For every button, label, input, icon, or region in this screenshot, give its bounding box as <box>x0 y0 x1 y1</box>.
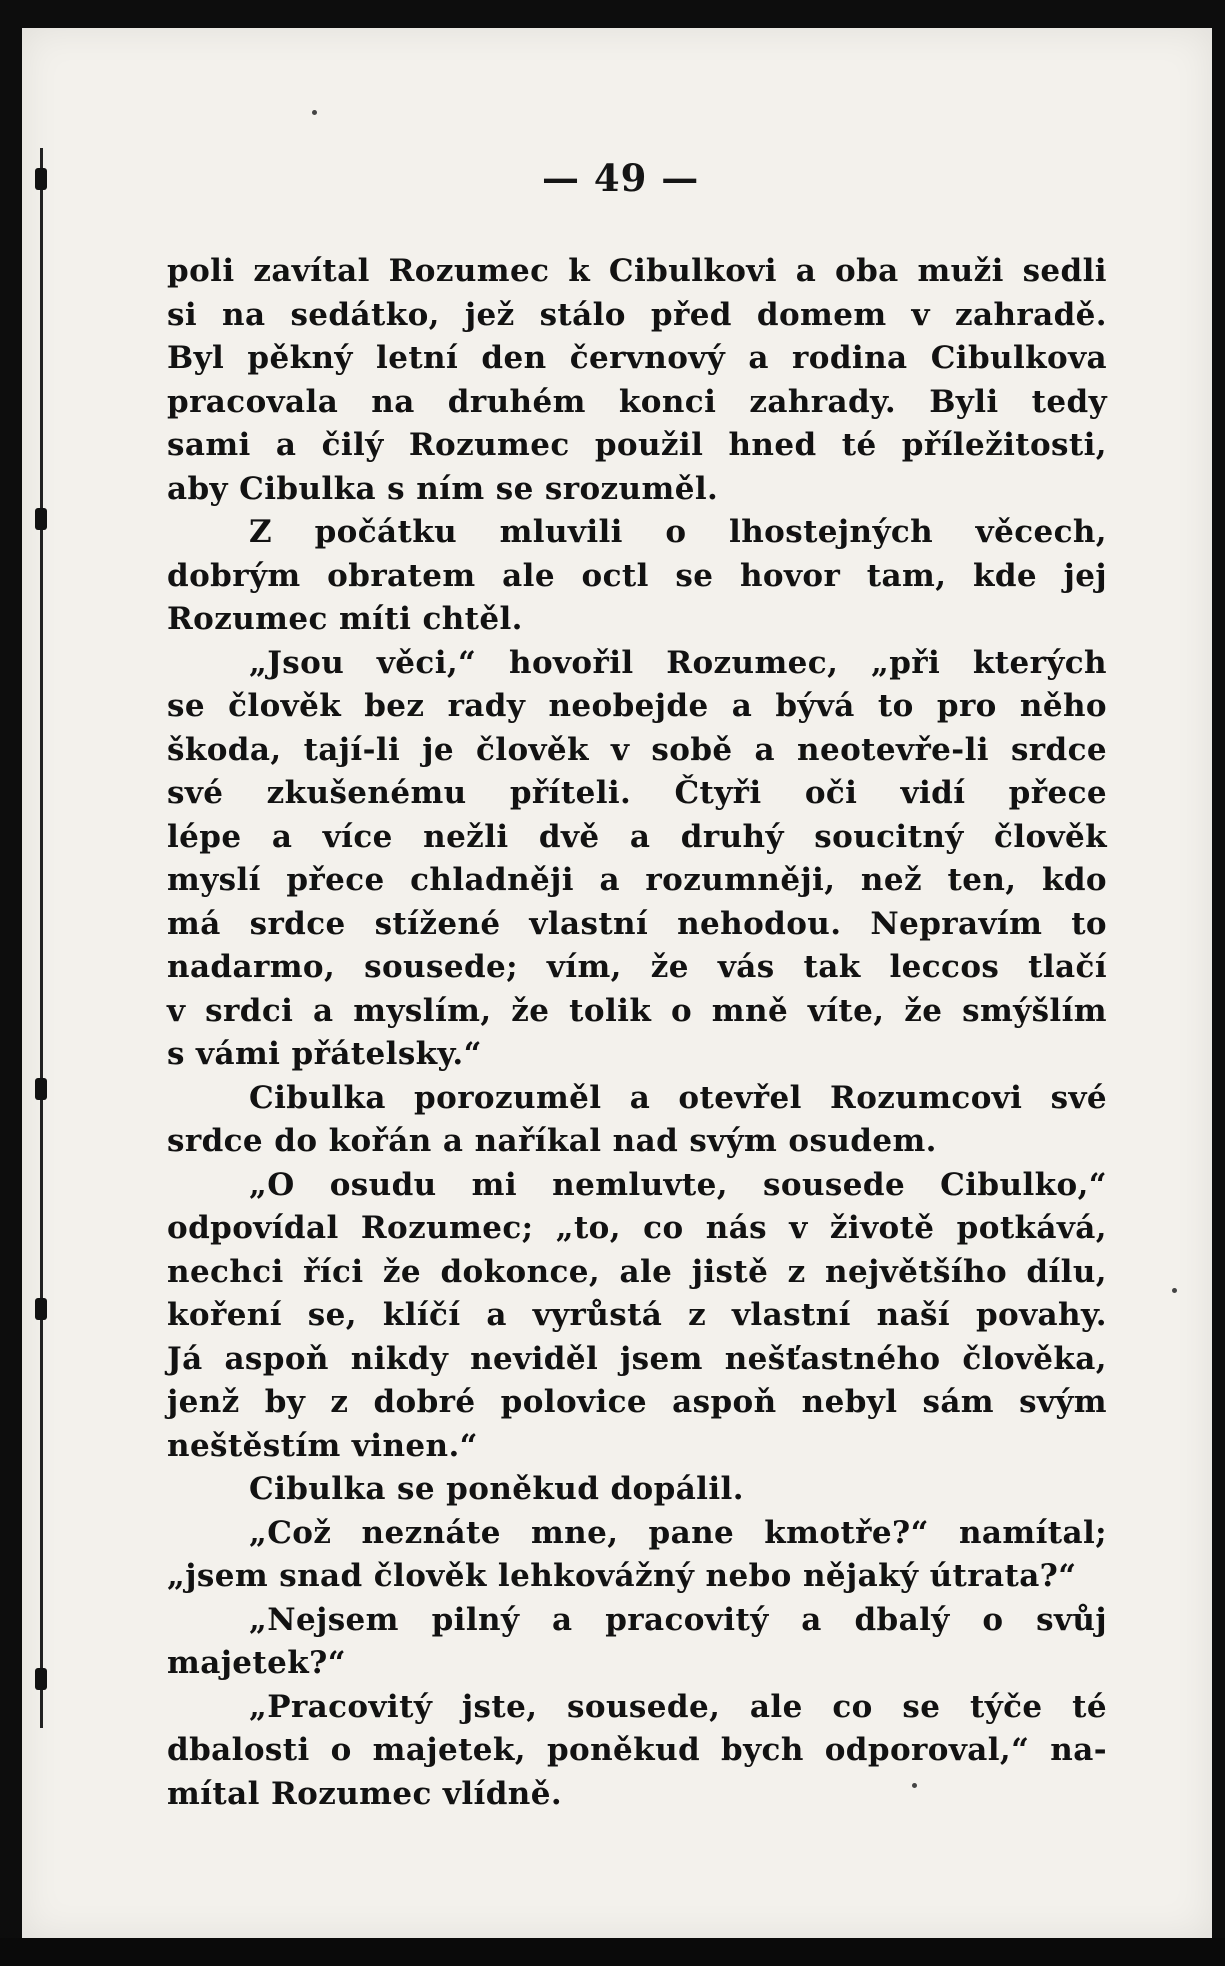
page-number: — 49 — <box>542 156 700 200</box>
speck <box>312 110 317 115</box>
text-line: „Nejsem pilný a pracovitý a dbalý o svůj <box>249 1601 1107 1638</box>
text-line: Byl pěkný letní den červnový a rodina Cibulkova <box>167 340 1107 376</box>
binding-mark <box>35 508 47 530</box>
book-page <box>22 28 1212 1938</box>
text-line: aby Cibulka s ním se srozuměl. <box>167 470 719 507</box>
page-binding-edge <box>40 148 53 1728</box>
speck <box>1172 1288 1177 1293</box>
text-line: dobrým obratem ale octl se hovor tam, kde jej <box>167 557 1107 594</box>
binding-mark <box>35 1668 47 1690</box>
text-line: Já aspoň nikdy neviděl jsem nešťastného člověka, <box>167 1340 1107 1377</box>
text-line: myslí přece chladněji a rozumněji, než ten, kdo <box>167 862 1107 898</box>
text-line: škoda, tají-li je člověk v sobě a neotevře-li srdce <box>167 731 1107 768</box>
text-line: má srdce stížené vlastní nehodou. Nepravím to <box>167 905 1107 942</box>
binding-mark <box>35 168 47 190</box>
binding-mark <box>35 1298 47 1320</box>
binding-mark <box>35 1078 47 1100</box>
text-line: neštěstím vinen.“ <box>167 1427 478 1464</box>
text-line: své zkušenému příteli. Čtyři oči vidí přece <box>167 775 1107 811</box>
text-line: jenž by z dobré polovice aspoň nebyl sám svým <box>167 1384 1107 1420</box>
text-line: majetek?“ <box>167 1645 346 1681</box>
text-line: Rozumec míti chtěl. <box>167 601 523 637</box>
text-line: Cibulka porozuměl a otevřel Rozumcovi své <box>249 1079 1107 1116</box>
text-line: si na sedátko, jež stálo před domem v zahradě. <box>167 296 1107 333</box>
text-line: Z počátku mluvili o lhostejných věcech, <box>249 514 1107 550</box>
text-line: „jsem snad člověk lehkovážný nebo nějaký útrata?“ <box>167 1558 1077 1594</box>
text-line: nadarmo, sousede; vím, že vás tak leccos tlačí <box>167 949 1107 985</box>
text-line: lépe a více nežli dvě a druhý soucitný člověk <box>167 818 1107 855</box>
text-line: „Pracovitý jste, sousede, ale co se týče té <box>249 1688 1107 1725</box>
text-line: poli zavítal Rozumec k Cibulkovi a oba muži sedli <box>167 253 1107 289</box>
text-line: „Což neznáte mne, pane kmotře?“ namítal; <box>249 1514 1107 1551</box>
text-line: s vámi přátelsky.“ <box>167 1036 482 1072</box>
text-line: koření se, klíčí a vyrůstá z vlastní naší povahy. <box>167 1297 1107 1333</box>
text-line: „Jsou věci,“ hovořil Rozumec, „při kterých <box>249 644 1107 681</box>
text-line: „O osudu mi nemluvte, sousede Cibulko,“ <box>249 1166 1107 1203</box>
text-line: pracovala na druhém konci zahrady. Byli tedy <box>167 383 1107 420</box>
text-line: dbalosti o majetek, poněkud bych odporoval,“ na- <box>167 1732 1107 1768</box>
text-line: nechci říci že dokonce, ale jistě z největšího dílu, <box>167 1253 1107 1290</box>
body-text <box>167 250 1107 1816</box>
scan-bottom-edge <box>0 1938 1225 1966</box>
text-line: se člověk bez rady neobejde a bývá to pro něho <box>167 688 1107 724</box>
text-line: Cibulka se poněkud dopálil. <box>249 1471 744 1507</box>
text-line: mítal Rozumec vlídně. <box>167 1775 563 1812</box>
text-line: srdce do kořán a naříkal nad svým osudem. <box>167 1123 937 1159</box>
text-line: odpovídal Rozumec; „to, co nás v životě potkává, <box>167 1210 1107 1246</box>
text-line: sami a čilý Rozumec použil hned té příležitosti, <box>167 427 1107 463</box>
text-line: v srdci a myslím, že tolik o mně víte, že smýšlím <box>167 992 1107 1029</box>
